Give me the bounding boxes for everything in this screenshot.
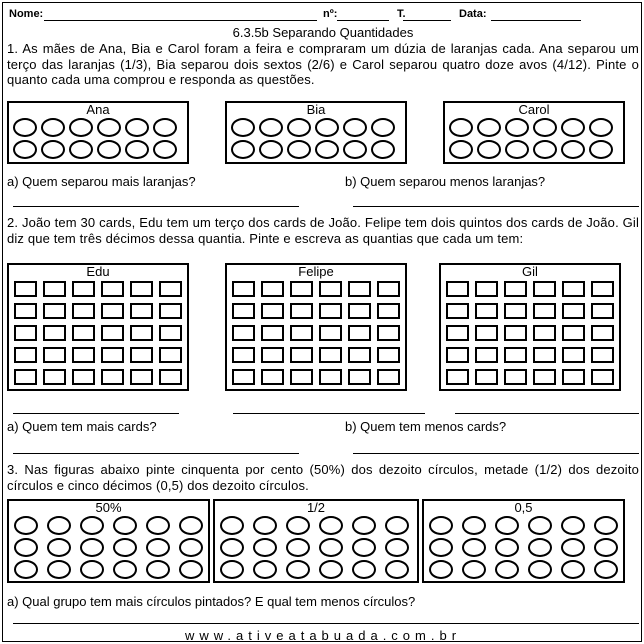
paintable-square[interactable] — [533, 325, 556, 341]
paintable-circle[interactable] — [589, 140, 613, 159]
paintable-square[interactable] — [101, 325, 124, 341]
paintable-circle[interactable] — [113, 516, 137, 535]
q2-answer-a-line[interactable] — [13, 453, 299, 454]
paintable-square[interactable] — [377, 369, 400, 385]
paintable-square[interactable] — [43, 281, 66, 297]
paintable-circle[interactable] — [47, 516, 71, 535]
paintable-circle[interactable] — [287, 140, 311, 159]
paintable-circle[interactable] — [125, 118, 149, 137]
paintable-circle[interactable] — [533, 140, 557, 159]
paintable-square[interactable] — [533, 369, 556, 385]
paintable-circle[interactable] — [286, 560, 310, 579]
paintable-circle[interactable] — [220, 516, 244, 535]
paintable-circle[interactable] — [561, 516, 585, 535]
paintable-circle[interactable] — [343, 118, 367, 137]
paintable-square[interactable] — [475, 281, 498, 297]
header-row — [9, 8, 639, 24]
paintable-square[interactable] — [43, 369, 66, 385]
q3-question-a: a) Qual grupo tem mais círculos pintados? E qual tem menos círculos? — [7, 594, 416, 609]
paintable-square[interactable] — [591, 303, 614, 319]
paintable-circle[interactable] — [528, 538, 552, 557]
paintable-circle[interactable] — [14, 516, 38, 535]
q1-box-ana — [7, 101, 189, 164]
paintable-circle[interactable] — [505, 140, 529, 159]
paintable-circle[interactable] — [371, 118, 395, 137]
q2-question-a: a) Quem tem mais cards? — [7, 419, 157, 434]
paintable-square[interactable] — [591, 325, 614, 341]
paintable-circle[interactable] — [462, 516, 486, 535]
paintable-square[interactable] — [261, 347, 284, 363]
paintable-square[interactable] — [232, 325, 255, 341]
paintable-circle[interactable] — [352, 538, 376, 557]
paintable-square[interactable] — [72, 369, 95, 385]
paintable-square[interactable] — [446, 281, 469, 297]
paintable-square[interactable] — [72, 281, 95, 297]
paintable-square[interactable] — [504, 303, 527, 319]
paintable-square[interactable] — [14, 281, 37, 297]
paintable-circle[interactable] — [13, 140, 37, 159]
paintable-circle[interactable] — [80, 516, 104, 535]
paintable-circle[interactable] — [179, 516, 203, 535]
paintable-circle[interactable] — [286, 538, 310, 557]
footer-website: www.ativeatabuada.com.br — [184, 628, 462, 643]
paintable-square[interactable] — [533, 347, 556, 363]
paintable-square[interactable] — [290, 369, 313, 385]
paintable-circle[interactable] — [146, 560, 170, 579]
paintable-square[interactable] — [159, 347, 182, 363]
q1-box-carol — [443, 101, 625, 164]
paintable-circle[interactable] — [315, 118, 339, 137]
class-label: T. — [397, 8, 406, 20]
paintable-square[interactable] — [377, 325, 400, 341]
paintable-square[interactable] — [348, 325, 371, 341]
paintable-circle[interactable] — [495, 516, 519, 535]
q3-box-label: 0,5 — [514, 500, 533, 515]
q2-quantity-line-felipe[interactable] — [233, 413, 425, 414]
paintable-square[interactable] — [446, 303, 469, 319]
paintable-square[interactable] — [504, 347, 527, 363]
q2-box-gil — [439, 263, 621, 391]
paintable-square[interactable] — [591, 369, 614, 385]
paintable-square[interactable] — [348, 369, 371, 385]
paintable-square[interactable] — [43, 325, 66, 341]
date-label: Data: — [459, 8, 487, 20]
paintable-square[interactable] — [130, 369, 153, 385]
paintable-circle[interactable] — [97, 140, 121, 159]
paintable-square[interactable] — [562, 347, 585, 363]
q2-quantity-line-gil[interactable] — [455, 413, 639, 414]
paintable-circle[interactable] — [352, 560, 376, 579]
paintable-square[interactable] — [319, 325, 342, 341]
paintable-square[interactable] — [43, 347, 66, 363]
q1-text: 1. As mães de Ana, Bia e Carol foram a feira e compraram um dúzia de laranjas cada. Ana separou um terço das laranjas (1/3), Bia separou dois sextos (2/6) e Carol separou quatro doze avos (4/12). Pinte o quanto cada uma comprou e responda as questões. — [7, 41, 639, 87]
q3-answer-line[interactable] — [13, 623, 639, 624]
paintable-circle[interactable] — [14, 560, 38, 579]
q1-box-label: Carol — [518, 102, 550, 117]
paintable-circle[interactable] — [505, 118, 529, 137]
paintable-circle[interactable] — [69, 118, 93, 137]
paintable-circle[interactable] — [429, 516, 453, 535]
paintable-circle[interactable] — [528, 516, 552, 535]
q3-box-0-5 — [422, 499, 625, 583]
q2-box-edu — [7, 263, 189, 391]
paintable-square[interactable] — [319, 369, 342, 385]
q2-answer-b-line[interactable] — [353, 453, 639, 454]
paintable-circle[interactable] — [594, 538, 618, 557]
paintable-circle[interactable] — [561, 140, 585, 159]
paintable-square[interactable] — [14, 325, 37, 341]
paintable-square[interactable] — [377, 281, 400, 297]
paintable-square[interactable] — [130, 303, 153, 319]
paintable-circle[interactable] — [429, 538, 453, 557]
paintable-square[interactable] — [14, 303, 37, 319]
paintable-square[interactable] — [290, 281, 313, 297]
paintable-square[interactable] — [446, 325, 469, 341]
paintable-square[interactable] — [377, 303, 400, 319]
date-field-line[interactable] — [491, 20, 581, 21]
q1-question-b: b) Quem separou menos laranjas? — [345, 174, 546, 189]
paintable-circle[interactable] — [41, 140, 65, 159]
paintable-circle[interactable] — [153, 118, 177, 137]
paintable-square[interactable] — [159, 281, 182, 297]
paintable-square[interactable] — [319, 303, 342, 319]
paintable-square[interactable] — [475, 369, 498, 385]
paintable-circle[interactable] — [589, 118, 613, 137]
paintable-circle[interactable] — [385, 560, 409, 579]
q2-box-label: Felipe — [298, 264, 334, 279]
paintable-circle[interactable] — [477, 118, 501, 137]
paintable-circle[interactable] — [125, 140, 149, 159]
paintable-circle[interactable] — [220, 560, 244, 579]
paintable-square[interactable] — [232, 347, 255, 363]
paintable-square[interactable] — [475, 347, 498, 363]
paintable-square[interactable] — [72, 325, 95, 341]
paintable-square[interactable] — [562, 369, 585, 385]
paintable-circle[interactable] — [352, 516, 376, 535]
paintable-circle[interactable] — [495, 538, 519, 557]
paintable-circle[interactable] — [47, 560, 71, 579]
paintable-square[interactable] — [533, 303, 556, 319]
paintable-circle[interactable] — [561, 560, 585, 579]
q2-box-label: Edu — [86, 264, 110, 279]
paintable-circle[interactable] — [594, 560, 618, 579]
paintable-circle[interactable] — [179, 538, 203, 557]
paintable-circle[interactable] — [319, 516, 343, 535]
paintable-circle[interactable] — [429, 560, 453, 579]
paintable-square[interactable] — [232, 281, 255, 297]
paintable-circle[interactable] — [449, 140, 473, 159]
paintable-square[interactable] — [101, 281, 124, 297]
paintable-circle[interactable] — [371, 140, 395, 159]
paintable-square[interactable] — [475, 303, 498, 319]
paintable-circle[interactable] — [477, 140, 501, 159]
paintable-circle[interactable] — [319, 538, 343, 557]
q1-answer-b-line[interactable] — [353, 206, 639, 207]
q3-text: 3. Nas figuras abaixo pinte cinquenta por cento (50%) dos dezoito círculos, metade (1/2) dos dezoito círculos e cinco décimos (0,5) dos dezoito círculos. — [7, 462, 639, 493]
paintable-square[interactable] — [348, 303, 371, 319]
paintable-circle[interactable] — [253, 538, 277, 557]
paintable-square[interactable] — [232, 369, 255, 385]
paintable-circle[interactable] — [146, 538, 170, 557]
paintable-square[interactable] — [159, 325, 182, 341]
paintable-circle[interactable] — [315, 140, 339, 159]
paintable-circle[interactable] — [69, 140, 93, 159]
q1-box-label: Ana — [86, 102, 110, 117]
paintable-square[interactable] — [377, 347, 400, 363]
paintable-circle[interactable] — [231, 118, 255, 137]
paintable-circle[interactable] — [343, 140, 367, 159]
paintable-circle[interactable] — [462, 560, 486, 579]
paintable-square[interactable] — [348, 281, 371, 297]
q1-box-label: Bia — [306, 102, 326, 117]
q3-box-half — [213, 499, 419, 583]
paintable-square[interactable] — [290, 325, 313, 341]
paintable-square[interactable] — [446, 369, 469, 385]
paintable-circle[interactable] — [561, 118, 585, 137]
q2-box-felipe — [225, 263, 407, 391]
paintable-circle[interactable] — [495, 560, 519, 579]
paintable-square[interactable] — [533, 281, 556, 297]
paintable-circle[interactable] — [259, 140, 283, 159]
paintable-circle[interactable] — [462, 538, 486, 557]
paintable-square[interactable] — [562, 325, 585, 341]
paintable-square[interactable] — [290, 347, 313, 363]
paintable-square[interactable] — [504, 325, 527, 341]
paintable-circle[interactable] — [113, 560, 137, 579]
paintable-circle[interactable] — [80, 538, 104, 557]
q2-box-label: Gil — [522, 264, 538, 279]
paintable-square[interactable] — [504, 369, 527, 385]
paintable-circle[interactable] — [561, 538, 585, 557]
q2-question-b: b) Quem tem menos cards? — [345, 419, 507, 434]
paintable-circle[interactable] — [47, 538, 71, 557]
paintable-circle[interactable] — [14, 538, 38, 557]
q1-box-bia — [225, 101, 407, 164]
paintable-square[interactable] — [72, 347, 95, 363]
paintable-square[interactable] — [14, 347, 37, 363]
paintable-square[interactable] — [72, 303, 95, 319]
paintable-square[interactable] — [159, 303, 182, 319]
paintable-circle[interactable] — [594, 516, 618, 535]
paintable-square[interactable] — [562, 303, 585, 319]
paintable-circle[interactable] — [153, 140, 177, 159]
q1-question-a: a) Quem separou mais laranjas? — [7, 174, 196, 189]
paintable-square[interactable] — [101, 303, 124, 319]
paintable-square[interactable] — [475, 325, 498, 341]
paintable-square[interactable] — [319, 281, 342, 297]
paintable-circle[interactable] — [231, 140, 255, 159]
paintable-square[interactable] — [261, 281, 284, 297]
class-field-line[interactable] — [403, 20, 451, 21]
worksheet-page — [2, 2, 642, 642]
paintable-circle[interactable] — [528, 560, 552, 579]
paintable-square[interactable] — [504, 281, 527, 297]
paintable-circle[interactable] — [13, 118, 37, 137]
paintable-square[interactable] — [43, 303, 66, 319]
paintable-square[interactable] — [319, 347, 342, 363]
paintable-circle[interactable] — [385, 538, 409, 557]
number-field-line[interactable] — [337, 20, 389, 21]
paintable-circle[interactable] — [253, 516, 277, 535]
q3-box-50-percent — [7, 499, 210, 583]
paintable-circle[interactable] — [286, 516, 310, 535]
paintable-circle[interactable] — [80, 560, 104, 579]
paintable-square[interactable] — [446, 347, 469, 363]
q2-quantity-line-edu[interactable] — [13, 413, 179, 414]
number-label: nº: — [323, 8, 338, 20]
paintable-circle[interactable] — [253, 560, 277, 579]
paintable-circle[interactable] — [41, 118, 65, 137]
paintable-square[interactable] — [159, 369, 182, 385]
paintable-circle[interactable] — [533, 118, 557, 137]
paintable-square[interactable] — [562, 281, 585, 297]
paintable-circle[interactable] — [385, 516, 409, 535]
paintable-square[interactable] — [261, 325, 284, 341]
paintable-circle[interactable] — [97, 118, 121, 137]
q3-box-label: 50% — [95, 500, 122, 515]
paintable-square[interactable] — [14, 369, 37, 385]
paintable-circle[interactable] — [113, 538, 137, 557]
paintable-circle[interactable] — [179, 560, 203, 579]
paintable-square[interactable] — [130, 325, 153, 341]
paintable-square[interactable] — [261, 303, 284, 319]
paintable-circle[interactable] — [146, 516, 170, 535]
paintable-circle[interactable] — [319, 560, 343, 579]
paintable-square[interactable] — [130, 281, 153, 297]
q3-box-label: 1/2 — [306, 500, 326, 515]
paintable-square[interactable] — [101, 347, 124, 363]
paintable-circle[interactable] — [259, 118, 283, 137]
name-field-line[interactable] — [44, 20, 317, 21]
paintable-square[interactable] — [261, 369, 284, 385]
q1-answer-a-line[interactable] — [13, 206, 299, 207]
paintable-square[interactable] — [591, 347, 614, 363]
paintable-circle[interactable] — [220, 538, 244, 557]
paintable-square[interactable] — [130, 347, 153, 363]
paintable-square[interactable] — [348, 347, 371, 363]
paintable-circle[interactable] — [449, 118, 473, 137]
paintable-circle[interactable] — [287, 118, 311, 137]
paintable-square[interactable] — [591, 281, 614, 297]
q2-text: 2. João tem 30 cards, Edu tem um terço dos cards de João. Felipe tem dois quintos dos cards de João. Gil diz que tem três décimos dessa quantia. Pinte e escreva as quantias que cada um tem: — [7, 215, 639, 246]
worksheet-title: 6.3.5b Separando Quantidades — [232, 25, 414, 40]
paintable-square[interactable] — [232, 303, 255, 319]
paintable-square[interactable] — [101, 369, 124, 385]
paintable-square[interactable] — [290, 303, 313, 319]
name-label: Nome: — [9, 8, 44, 20]
